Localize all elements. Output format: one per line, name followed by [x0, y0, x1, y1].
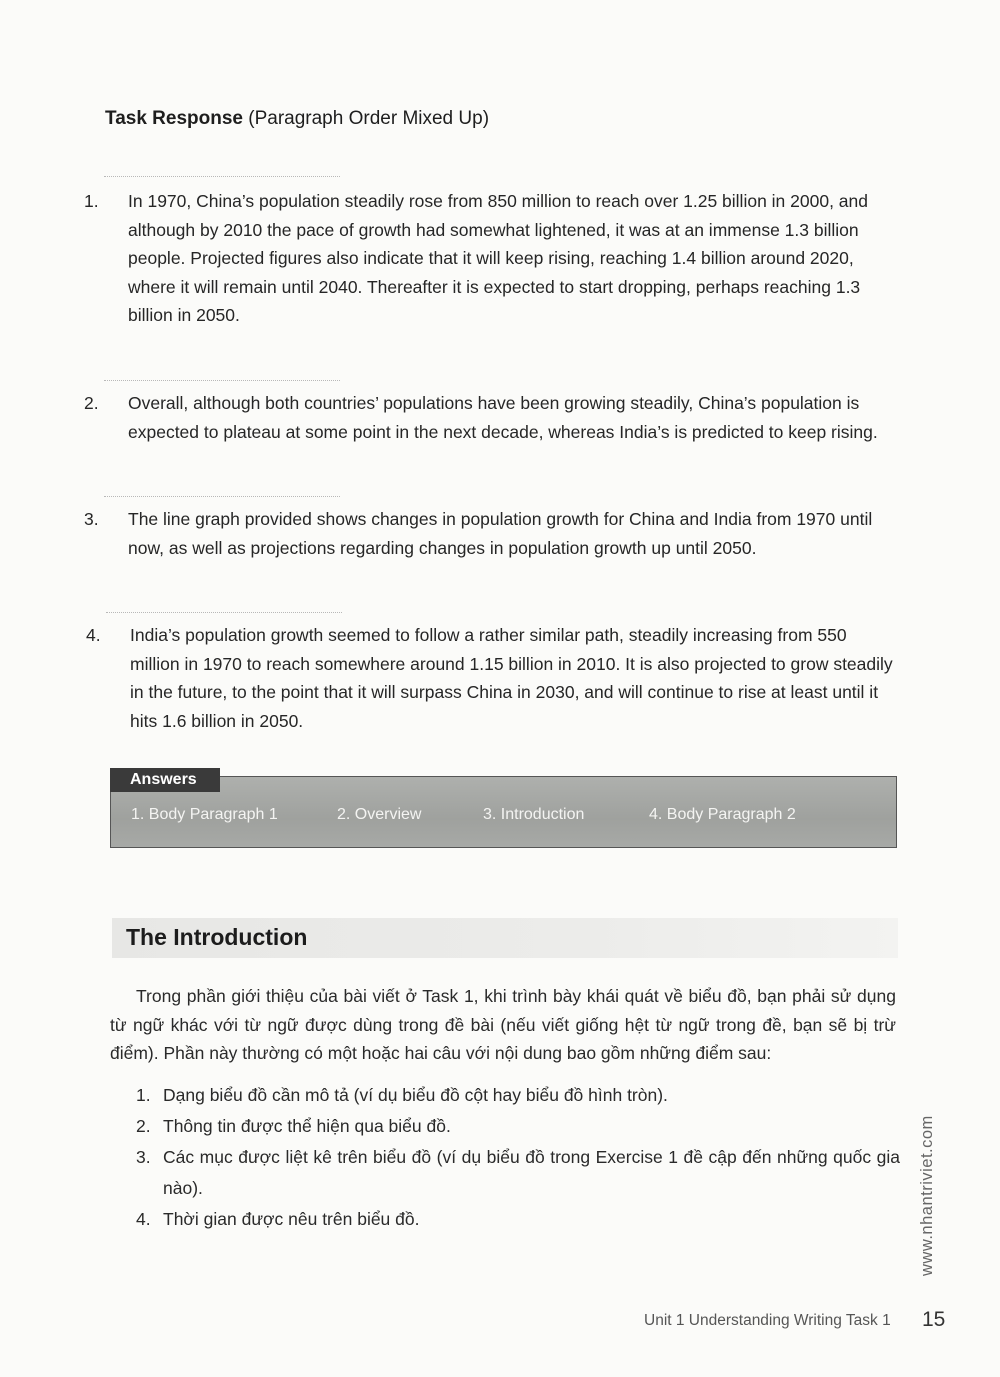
intro-list-item-2	[136, 1111, 900, 1142]
answer-blank-3	[104, 496, 340, 497]
introduction-text: Trong phần giới thiệu của bài viết ở Task 1, khi trình bày khái quát về biểu đồ, bạn phải sử dụng từ ngữ khác với từ ngữ được dùng trong đề bài (nếu viết giống hệt từ ngữ trong đề, bạn sẽ bị trừ điểm). Phần này thường có một hoặc hai câu với nội dung bao gồm những điểm sau:	[110, 986, 896, 1063]
paragraph-text: Overall, although both countries’ populations have been growing steadily, China’s population is expected to plateau at some point in the next decade, whereas India’s is predicted to keep rising.	[128, 393, 878, 442]
list-number: 2.	[136, 1116, 151, 1136]
answer-item-3: 3. Introduction	[483, 806, 585, 823]
list-number: 1.	[136, 1085, 151, 1105]
paragraph-text: In 1970, China’s population steadily rose from 850 million to reach over 1.25 billion in 2000, and although by 2010 the pace of growth had somewhat lightened, it was at an immense 1.3 billion people. Projected figures also indicate that it will keep rising, reaching 1.4 billion around 2020, where it will remain until 2040. Thereafter it is expected to start dropping, perhaps reaching 1.3 billion in 2050.	[128, 191, 868, 325]
answer-blank-1	[104, 176, 340, 177]
list-number: 4.	[136, 1209, 151, 1229]
intro-list-item-1	[136, 1080, 900, 1111]
paragraph-1	[84, 187, 894, 330]
section-heading	[105, 108, 489, 130]
intro-list-item-3	[136, 1142, 900, 1204]
paragraph-number: 1.	[84, 191, 99, 211]
footer-unit-title: Unit 1 Understanding Writing Task 1	[644, 1312, 891, 1329]
list-text: Thông tin được thể hiện qua biểu đồ.	[163, 1116, 451, 1136]
paragraph-text: The line graph provided shows changes in population growth for China and India from 1970 until now, as well as projections regarding changes in population growth up until 2050.	[128, 509, 873, 558]
answer-blank-2	[104, 380, 340, 381]
paragraph-3	[84, 505, 894, 562]
paragraph-number: 2.	[84, 393, 99, 413]
answer-item-1: 1. Body Paragraph 1	[131, 806, 278, 823]
list-number: 3.	[136, 1147, 151, 1167]
answers-label: Answers	[110, 768, 220, 792]
introduction-title: The Introduction	[126, 924, 308, 950]
intro-list-item-4	[136, 1204, 900, 1235]
paragraph-2	[84, 389, 894, 446]
list-text: Thời gian được nêu trên biểu đồ.	[163, 1209, 420, 1229]
list-text: Dạng biểu đồ cần mô tả (ví dụ biểu đồ cột hay biểu đồ hình tròn).	[163, 1085, 668, 1105]
watermark-url: www.nhantriviet.com	[918, 1115, 936, 1276]
heading-bold: Task Response	[105, 108, 243, 129]
answer-item-4: 4. Body Paragraph 2	[649, 806, 796, 823]
heading-rest: (Paragraph Order Mixed Up)	[242, 108, 490, 129]
list-text: Các mục được liệt kê trên biểu đồ (ví dụ biểu đồ trong Exercise 1 đề cập đến những quốc gia nào).	[163, 1147, 900, 1198]
paragraph-number: 3.	[84, 509, 99, 529]
page-number: 15	[922, 1308, 946, 1331]
paragraph-text: India’s population growth seemed to follow a rather similar path, steadily increasing from 550 million in 1970 to reach somewhere around 1.15 billion in 2010. It is also projected to grow steadily in the future, to the point that it will surpass China in 2030, and will continue to rise at least until it hits 1.6 billion in 2050.	[130, 625, 893, 731]
answer-blank-4	[106, 612, 342, 613]
answer-item-2: 2. Overview	[337, 806, 422, 823]
paragraph-number: 4.	[86, 625, 101, 645]
paragraph-4	[86, 621, 896, 735]
